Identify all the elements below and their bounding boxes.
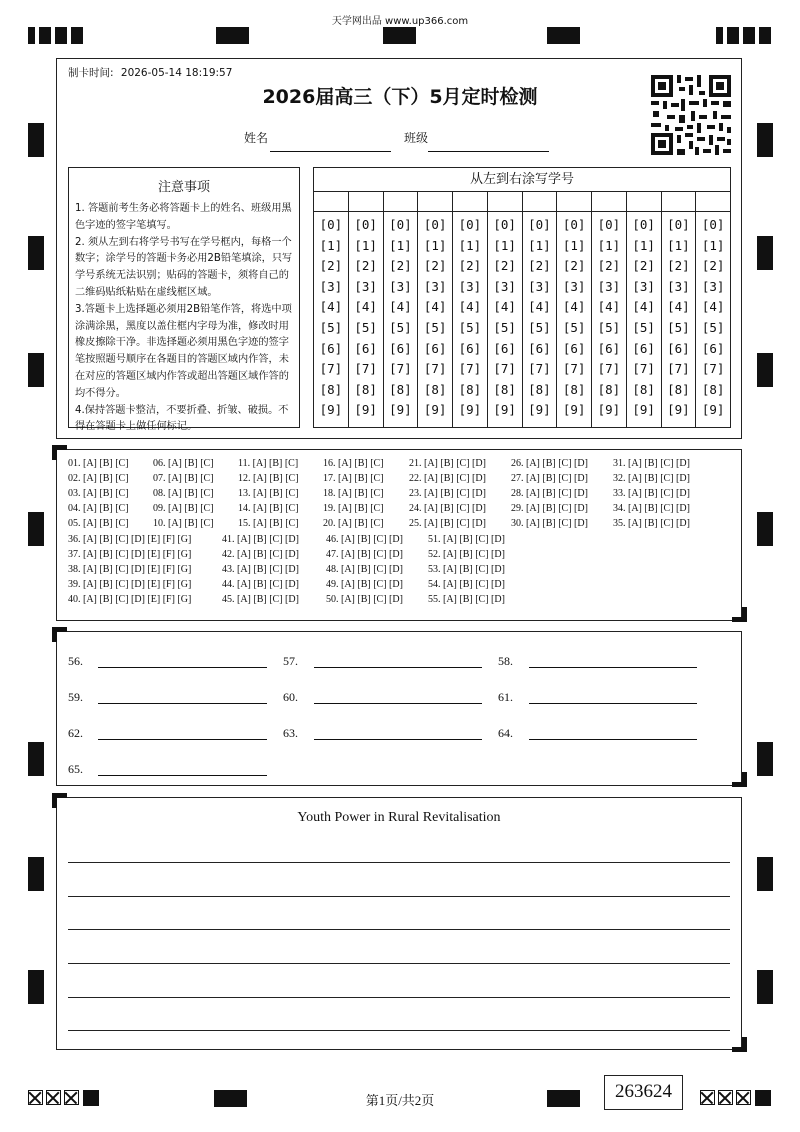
- fill-blank-60-number: 60.: [283, 690, 298, 704]
- fill-blank-59-number: 59.: [68, 690, 83, 704]
- question-20-options[interactable]: 20. [A] [B] [C]: [323, 518, 384, 529]
- student-id-write-cell[interactable]: [523, 192, 558, 211]
- question-41-options[interactable]: 41. [A] [B] [C] [D]: [222, 534, 299, 545]
- timing-mark: [83, 1090, 99, 1106]
- qr-code-icon: [651, 75, 731, 155]
- side-mark-left: [28, 353, 44, 387]
- question-21-options[interactable]: 21. [A] [B] [C] [D]: [409, 458, 486, 469]
- student-id-bubble[interactable]: [5]: [423, 319, 447, 335]
- essay-line[interactable]: [68, 862, 730, 863]
- crossed-box-icon: [28, 1090, 43, 1105]
- question-37-options[interactable]: 37. [A] [B] [C] [D] [E] [F] [G]: [68, 549, 192, 560]
- fill-blank-65-number: 65.: [68, 762, 83, 776]
- question-01-options[interactable]: 01. [A] [B] [C]: [68, 458, 129, 469]
- student-id-bubble[interactable]: [4]: [319, 299, 343, 315]
- student-id-bubble[interactable]: [2]: [701, 258, 725, 274]
- question-09-options[interactable]: 09. [A] [B] [C]: [153, 503, 214, 514]
- student-id-column: [696, 212, 730, 427]
- question-45-options[interactable]: 45. [A] [B] [C] [D]: [222, 594, 299, 605]
- timing-mark: [39, 27, 51, 44]
- student-id-bubble[interactable]: [4]: [562, 299, 586, 315]
- student-id-bubble[interactable]: [2]: [458, 258, 482, 274]
- student-id-bubble[interactable]: [9]: [493, 402, 516, 418]
- question-50-options[interactable]: 50. [A] [B] [C] [D]: [326, 594, 403, 605]
- crossed-box-icon: [64, 1090, 79, 1105]
- student-id-write-cell[interactable]: [696, 192, 730, 211]
- question-34-options[interactable]: 34. [A] [B] [C] [D]: [613, 503, 690, 514]
- student-id-title: 从左到右涂写学号: [314, 168, 730, 192]
- student-id-bubble[interactable]: [4]: [701, 299, 725, 315]
- student-id-bubble[interactable]: [1]: [632, 237, 655, 253]
- question-04-options[interactable]: 04. [A] [B] [C]: [68, 503, 129, 514]
- student-id-bubble[interactable]: [9]: [597, 402, 621, 418]
- question-44-options[interactable]: 44. [A] [B] [C] [D]: [222, 579, 299, 590]
- student-id-bubble[interactable]: [9]: [667, 402, 690, 418]
- fill-blank-62-number: 62.: [68, 726, 83, 740]
- student-id-bubble[interactable]: [6]: [632, 340, 655, 356]
- side-mark-right: [757, 857, 773, 891]
- name-label: 姓名: [244, 131, 269, 145]
- side-mark-left: [28, 512, 44, 546]
- student-id-bubble[interactable]: [5]: [319, 319, 343, 335]
- student-id-bubble[interactable]: [9]: [319, 402, 343, 418]
- question-22-options[interactable]: 22. [A] [B] [C] [D]: [409, 473, 486, 484]
- notes-item: 2. 须从左到右将学号书写在学号框内，每格一个数字；涂学号的答题卡务必用2B铅笔填涂，只写学号系统无法识别；贴码的答题卡，须将自己的二维码贴纸粘贴在虚线框区域。: [75, 236, 293, 298]
- notes-body: [69, 201, 299, 436]
- student-id-bubble[interactable]: [7]: [528, 361, 551, 377]
- side-mark-right: [757, 236, 773, 270]
- question-54-options[interactable]: 54. [A] [B] [C] [D]: [428, 579, 505, 590]
- student-id-bubble[interactable]: [4]: [597, 299, 621, 315]
- timing-mark: [716, 27, 723, 44]
- student-id-bubble[interactable]: [9]: [701, 402, 725, 418]
- notes-item: 4.保持答题卡整洁，不要折叠、折皱、破损。不得在答题卡上做任何标记。: [75, 404, 289, 433]
- question-46-options[interactable]: 46. [A] [B] [C] [D]: [326, 534, 403, 545]
- student-id-bubble[interactable]: [0]: [493, 217, 516, 232]
- student-id-bubble[interactable]: [0]: [389, 217, 412, 232]
- crossed-box-icon: [718, 1090, 733, 1105]
- student-id-bubble[interactable]: [5]: [632, 319, 655, 335]
- student-id-bubble[interactable]: [0]: [632, 217, 655, 232]
- student-id-bubble-grid: [314, 212, 730, 427]
- fill-blank-63-answer[interactable]: [314, 739, 482, 740]
- question-16-options[interactable]: 16. [A] [B] [C]: [323, 458, 384, 469]
- student-id-bubble[interactable]: [1]: [667, 237, 690, 253]
- question-42-options[interactable]: 42. [A] [B] [C] [D]: [222, 549, 299, 560]
- student-id-bubble[interactable]: [4]: [632, 299, 655, 315]
- fill-blank-61-answer[interactable]: [529, 703, 697, 704]
- question-06-options[interactable]: 06. [A] [B] [C]: [153, 458, 214, 469]
- student-id-bubble[interactable]: [6]: [354, 340, 377, 356]
- question-32-options[interactable]: 32. [A] [B] [C] [D]: [613, 473, 690, 484]
- student-id-bubble[interactable]: [1]: [597, 237, 621, 253]
- student-id-bubble[interactable]: [0]: [528, 217, 551, 232]
- student-id-bubble[interactable]: [0]: [597, 217, 621, 232]
- class-field[interactable]: [428, 151, 549, 152]
- student-id-bubble[interactable]: [7]: [597, 361, 621, 377]
- fill-blank-63-number: 63.: [283, 726, 298, 740]
- corner-mark: [52, 445, 67, 450]
- question-13-options[interactable]: 13. [A] [B] [C]: [238, 488, 299, 499]
- student-id-column: [453, 212, 488, 427]
- question-11-options[interactable]: 11. [A] [B] [C]: [238, 458, 299, 469]
- student-id-bubble[interactable]: [9]: [423, 402, 447, 418]
- student-id-bubble[interactable]: [1]: [458, 237, 482, 253]
- side-mark-left: [28, 970, 44, 1004]
- student-id-bubble[interactable]: [8]: [319, 381, 343, 397]
- student-id-bubble[interactable]: [6]: [458, 340, 482, 356]
- student-id-bubble[interactable]: [6]: [701, 340, 725, 356]
- student-id-bubble[interactable]: [9]: [632, 402, 655, 418]
- question-23-options[interactable]: 23. [A] [B] [C] [D]: [409, 488, 486, 499]
- timing-mark: [547, 1090, 580, 1107]
- student-id-bubble[interactable]: [3]: [458, 278, 482, 294]
- question-10-options[interactable]: 10. [A] [B] [C]: [153, 518, 214, 529]
- crossed-box-icon: [736, 1090, 751, 1105]
- side-mark-right: [757, 123, 773, 157]
- student-id-box: [313, 167, 731, 428]
- student-id-bubble[interactable]: [7]: [389, 361, 412, 377]
- student-id-write-cell[interactable]: [488, 192, 523, 211]
- question-08-options[interactable]: 08. [A] [B] [C]: [153, 488, 214, 499]
- student-id-write-cell[interactable]: [314, 192, 349, 211]
- student-id-bubble[interactable]: [9]: [389, 402, 412, 418]
- notes-title: 注意事项: [157, 180, 210, 195]
- print-time-value: 2026-05-14 18:19:57: [120, 67, 233, 79]
- question-43-options[interactable]: 43. [A] [B] [C] [D]: [222, 564, 299, 575]
- student-id-bubble[interactable]: [2]: [493, 258, 516, 274]
- student-id-bubble[interactable]: [0]: [667, 217, 690, 232]
- student-id-bubble[interactable]: [4]: [493, 299, 516, 315]
- timing-mark: [383, 27, 416, 44]
- student-id-column: [662, 212, 697, 427]
- student-id-bubble[interactable]: [3]: [667, 278, 690, 294]
- question-24-options[interactable]: 24. [A] [B] [C] [D]: [409, 503, 486, 514]
- name-field[interactable]: [270, 151, 391, 152]
- student-id-bubble[interactable]: [5]: [562, 319, 586, 335]
- essay-line[interactable]: [68, 1030, 730, 1031]
- student-id-bubble[interactable]: [0]: [354, 217, 377, 232]
- student-id-bubble[interactable]: [5]: [528, 319, 551, 335]
- question-15-options[interactable]: 15. [A] [B] [C]: [238, 518, 299, 529]
- fill-blank-59-answer[interactable]: [98, 703, 267, 704]
- question-14-options[interactable]: 14. [A] [B] [C]: [238, 503, 299, 514]
- question-25-options[interactable]: 25. [A] [B] [C] [D]: [409, 518, 486, 529]
- student-id-bubble[interactable]: [5]: [389, 319, 412, 335]
- student-id-bubble[interactable]: [5]: [701, 319, 725, 335]
- student-id-bubble[interactable]: [8]: [528, 381, 551, 397]
- corner-mark: [52, 627, 67, 632]
- timing-mark: [759, 27, 771, 44]
- student-id-bubble[interactable]: [6]: [389, 340, 412, 356]
- fill-blank-64-answer[interactable]: [529, 739, 697, 740]
- student-id-bubble[interactable]: [8]: [562, 381, 586, 397]
- student-id-bubble[interactable]: [6]: [562, 340, 586, 356]
- student-id-bubble[interactable]: [7]: [701, 361, 725, 377]
- student-id-bubble[interactable]: [1]: [423, 237, 447, 253]
- print-time: [68, 65, 232, 80]
- student-id-bubble[interactable]: [6]: [597, 340, 621, 356]
- student-id-bubble[interactable]: [8]: [354, 381, 377, 397]
- student-id-write-cell[interactable]: [627, 192, 662, 211]
- student-id-bubble[interactable]: [0]: [701, 217, 725, 232]
- timing-mark: [214, 1090, 247, 1107]
- question-02-options[interactable]: 02. [A] [B] [C]: [68, 473, 129, 484]
- student-id-bubble[interactable]: [7]: [458, 361, 482, 377]
- student-id-column: [627, 212, 662, 427]
- student-id-bubble[interactable]: [0]: [458, 217, 482, 232]
- student-id-column: [523, 212, 558, 427]
- fill-blank-58-number: 58.: [498, 654, 513, 668]
- student-id-bubble[interactable]: [4]: [423, 299, 447, 315]
- student-id-bubble[interactable]: [3]: [528, 278, 551, 294]
- essay-line[interactable]: [68, 997, 730, 998]
- student-id-bubble[interactable]: [5]: [667, 319, 690, 335]
- student-id-bubble[interactable]: [8]: [389, 381, 412, 397]
- student-id-bubble[interactable]: [2]: [562, 258, 586, 274]
- timing-mark: [71, 27, 83, 44]
- student-id-bubble[interactable]: [7]: [319, 361, 343, 377]
- essay-title: Youth Power in Rural Revitalisation: [297, 810, 501, 825]
- student-id-column: [592, 212, 627, 427]
- student-id-write-cell[interactable]: [384, 192, 419, 211]
- question-17-options[interactable]: 17. [A] [B] [C]: [323, 473, 384, 484]
- side-mark-left: [28, 742, 44, 776]
- student-id-write-cell[interactable]: [557, 192, 592, 211]
- student-id-column: [384, 212, 419, 427]
- student-id-bubble[interactable]: [2]: [423, 258, 447, 274]
- question-19-options[interactable]: 19. [A] [B] [C]: [323, 503, 384, 514]
- student-id-bubble[interactable]: [2]: [528, 258, 551, 274]
- side-mark-right: [757, 970, 773, 1004]
- question-07-options[interactable]: 07. [A] [B] [C]: [153, 473, 214, 484]
- student-id-column: [418, 212, 453, 427]
- student-id-bubble[interactable]: [8]: [667, 381, 690, 397]
- notes-box: [68, 167, 300, 433]
- question-12-options[interactable]: 12. [A] [B] [C]: [238, 473, 299, 484]
- student-id-bubble[interactable]: [1]: [701, 237, 725, 253]
- student-id-bubble[interactable]: [7]: [667, 361, 690, 377]
- student-id-bubble[interactable]: [7]: [354, 361, 377, 377]
- fill-blank-65-answer[interactable]: [98, 775, 267, 776]
- timing-mark: [743, 27, 755, 44]
- essay-frame: [56, 797, 742, 1050]
- student-id-bubble[interactable]: [3]: [562, 278, 586, 294]
- question-30-options[interactable]: 30. [A] [B] [C] [D]: [511, 518, 588, 529]
- site-credit: 天学网出品 www.up366.com: [331, 16, 469, 27]
- question-55-options[interactable]: 55. [A] [B] [C] [D]: [428, 594, 505, 605]
- student-id-bubble[interactable]: [1]: [389, 237, 412, 253]
- question-05-options[interactable]: 05. [A] [B] [C]: [68, 518, 129, 529]
- page-title: 2026届高三（下）5月定时检测: [262, 86, 538, 108]
- student-id-bubble[interactable]: [4]: [667, 299, 690, 315]
- student-id-bubble[interactable]: [6]: [667, 340, 690, 356]
- fill-blank-frame: [56, 631, 742, 786]
- corner-mark: [732, 1047, 747, 1052]
- student-id-bubble[interactable]: [7]: [562, 361, 586, 377]
- student-id-bubble[interactable]: [4]: [528, 299, 551, 315]
- notes-item: 1. 答题前考生务必将答题卡上的姓名、班级用黑色字迹的签字笔填写。: [75, 203, 292, 231]
- student-id-bubble[interactable]: [2]: [667, 258, 690, 274]
- side-mark-right: [757, 512, 773, 546]
- student-id-bubble[interactable]: [2]: [632, 258, 655, 274]
- crossed-box-icon: [700, 1090, 715, 1105]
- student-id-bubble[interactable]: [6]: [423, 340, 447, 356]
- question-31-options[interactable]: 31. [A] [B] [C] [D]: [613, 458, 690, 469]
- student-id-bubble[interactable]: [4]: [354, 299, 377, 315]
- fill-blank-57-answer[interactable]: [314, 667, 482, 668]
- student-id-bubble[interactable]: [8]: [458, 381, 482, 397]
- corner-mark: [732, 617, 747, 622]
- fill-blank-56-number: 56.: [68, 654, 83, 668]
- student-id-bubble[interactable]: [3]: [319, 278, 343, 294]
- student-id-bubble[interactable]: [8]: [423, 381, 447, 397]
- timing-mark: [28, 27, 35, 44]
- question-48-options[interactable]: 48. [A] [B] [C] [D]: [326, 564, 403, 575]
- student-id-bubble[interactable]: [3]: [389, 278, 412, 294]
- student-id-bubble[interactable]: [2]: [354, 258, 377, 274]
- side-mark-left: [28, 857, 44, 891]
- student-id-bubble[interactable]: [2]: [597, 258, 621, 274]
- side-mark-left: [28, 236, 44, 270]
- student-id-bubble[interactable]: [8]: [632, 381, 655, 397]
- student-id-bubble[interactable]: [5]: [597, 319, 621, 335]
- essay-line[interactable]: [68, 929, 730, 930]
- student-id-bubble[interactable]: [6]: [528, 340, 551, 356]
- student-id-bubble[interactable]: [9]: [458, 402, 482, 418]
- student-id-write-cell[interactable]: [592, 192, 627, 211]
- student-id-bubble[interactable]: [3]: [597, 278, 621, 294]
- student-id-column: [488, 212, 523, 427]
- student-id-bubble[interactable]: [9]: [354, 402, 377, 418]
- student-id-bubble[interactable]: [3]: [493, 278, 516, 294]
- student-id-bubble[interactable]: [0]: [423, 217, 447, 232]
- student-id-column: [557, 212, 592, 427]
- side-mark-right: [757, 742, 773, 776]
- page-number: 第1页/共2页: [365, 1093, 435, 1108]
- question-53-options[interactable]: 53. [A] [B] [C] [D]: [428, 564, 505, 575]
- fill-blank-64-number: 64.: [498, 726, 513, 740]
- side-mark-left: [28, 123, 44, 157]
- fill-blank-56-answer[interactable]: [98, 667, 267, 668]
- student-id-bubble[interactable]: [1]: [562, 237, 586, 253]
- question-52-options[interactable]: 52. [A] [B] [C] [D]: [428, 549, 505, 560]
- student-id-write-cell[interactable]: [349, 192, 384, 211]
- student-id-bubble[interactable]: [4]: [458, 299, 482, 315]
- student-id-bubble[interactable]: [3]: [354, 278, 377, 294]
- card-code: 263624: [604, 1075, 683, 1110]
- student-id-bubble[interactable]: [1]: [528, 237, 551, 253]
- student-id-bubble[interactable]: [8]: [597, 381, 621, 397]
- student-id-bubble[interactable]: [6]: [319, 340, 343, 356]
- student-id-bubble[interactable]: [0]: [562, 217, 586, 232]
- timing-mark: [547, 27, 580, 44]
- print-time-label: 制卡时间:: [68, 67, 114, 79]
- student-id-bubble[interactable]: [9]: [528, 402, 551, 418]
- crossed-box-icon: [46, 1090, 61, 1105]
- student-id-write-row: [314, 192, 730, 212]
- student-id-bubble[interactable]: [1]: [319, 237, 343, 253]
- student-id-write-cell[interactable]: [418, 192, 453, 211]
- question-35-options[interactable]: 35. [A] [B] [C] [D]: [613, 518, 690, 529]
- student-id-bubble[interactable]: [1]: [354, 237, 377, 253]
- question-26-options[interactable]: 26. [A] [B] [C] [D]: [511, 458, 588, 469]
- student-id-bubble[interactable]: [3]: [632, 278, 655, 294]
- question-29-options[interactable]: 29. [A] [B] [C] [D]: [511, 503, 588, 514]
- fill-blank-58-answer[interactable]: [529, 667, 697, 668]
- student-id-bubble[interactable]: [1]: [493, 237, 516, 253]
- question-38-options[interactable]: 38. [A] [B] [C] [D] [E] [F] [G]: [68, 564, 192, 575]
- fill-blank-61-number: 61.: [498, 690, 513, 704]
- student-id-bubble[interactable]: [2]: [389, 258, 412, 274]
- essay-line[interactable]: [68, 963, 730, 964]
- student-id-bubble[interactable]: [9]: [562, 402, 586, 418]
- student-id-write-cell[interactable]: [662, 192, 697, 211]
- student-id-bubble[interactable]: [3]: [701, 278, 725, 294]
- class-label: 班级: [404, 131, 429, 145]
- timing-mark: [727, 27, 739, 44]
- student-id-write-cell[interactable]: [453, 192, 488, 211]
- student-id-bubble[interactable]: [2]: [319, 258, 343, 274]
- student-id-bubble[interactable]: [3]: [423, 278, 447, 294]
- fill-blank-57-number: 57.: [283, 654, 298, 668]
- student-id-bubble[interactable]: [7]: [632, 361, 655, 377]
- timing-mark: [216, 27, 249, 44]
- student-id-bubble[interactable]: [0]: [319, 217, 343, 232]
- side-mark-right: [757, 353, 773, 387]
- question-27-options[interactable]: 27. [A] [B] [C] [D]: [511, 473, 588, 484]
- student-id-bubble[interactable]: [5]: [458, 319, 482, 335]
- student-id-bubble[interactable]: [6]: [493, 340, 516, 356]
- notes-item: 3.答题卡上选择题必须用2B铅笔作答，将选中项涂满涂黑，黑度以盖住框内字母为准，修改时用橡皮擦除干净。非选择题必须用黑色字迹的签字笔按照题号顺序在各题目的答题区域内作答，未在对应的答题区域内作答或超出答题区域作答的均不得分。: [75, 303, 292, 399]
- question-28-options[interactable]: 28. [A] [B] [C] [D]: [511, 488, 588, 499]
- question-18-options[interactable]: 18. [A] [B] [C]: [323, 488, 384, 499]
- question-49-options[interactable]: 49. [A] [B] [C] [D]: [326, 579, 403, 590]
- question-40-options[interactable]: 40. [A] [B] [C] [D] [E] [F] [G]: [68, 594, 192, 605]
- timing-mark: [55, 27, 67, 44]
- student-id-bubble[interactable]: [4]: [389, 299, 412, 315]
- student-id-bubble[interactable]: [5]: [493, 319, 516, 335]
- student-id-column: [314, 212, 349, 427]
- question-33-options[interactable]: 33. [A] [B] [C] [D]: [613, 488, 690, 499]
- student-id-bubble[interactable]: [5]: [354, 319, 377, 335]
- student-id-bubble[interactable]: [7]: [493, 361, 516, 377]
- corner-mark: [52, 793, 67, 798]
- student-id-column: [349, 212, 384, 427]
- corner-mark: [732, 782, 747, 787]
- student-id-bubble[interactable]: [8]: [493, 381, 516, 397]
- question-03-options[interactable]: 03. [A] [B] [C]: [68, 488, 129, 499]
- fill-blank-60-answer[interactable]: [314, 703, 482, 704]
- essay-line[interactable]: [68, 896, 730, 897]
- question-36-options[interactable]: 36. [A] [B] [C] [D] [E] [F] [G]: [68, 534, 192, 545]
- question-39-options[interactable]: 39. [A] [B] [C] [D] [E] [F] [G]: [68, 579, 192, 590]
- fill-blank-62-answer[interactable]: [98, 739, 267, 740]
- student-id-bubble[interactable]: [7]: [423, 361, 447, 377]
- question-51-options[interactable]: 51. [A] [B] [C] [D]: [428, 534, 505, 545]
- question-47-options[interactable]: 47. [A] [B] [C] [D]: [326, 549, 403, 560]
- student-id-bubble[interactable]: [8]: [701, 381, 725, 397]
- timing-mark: [755, 1090, 771, 1106]
